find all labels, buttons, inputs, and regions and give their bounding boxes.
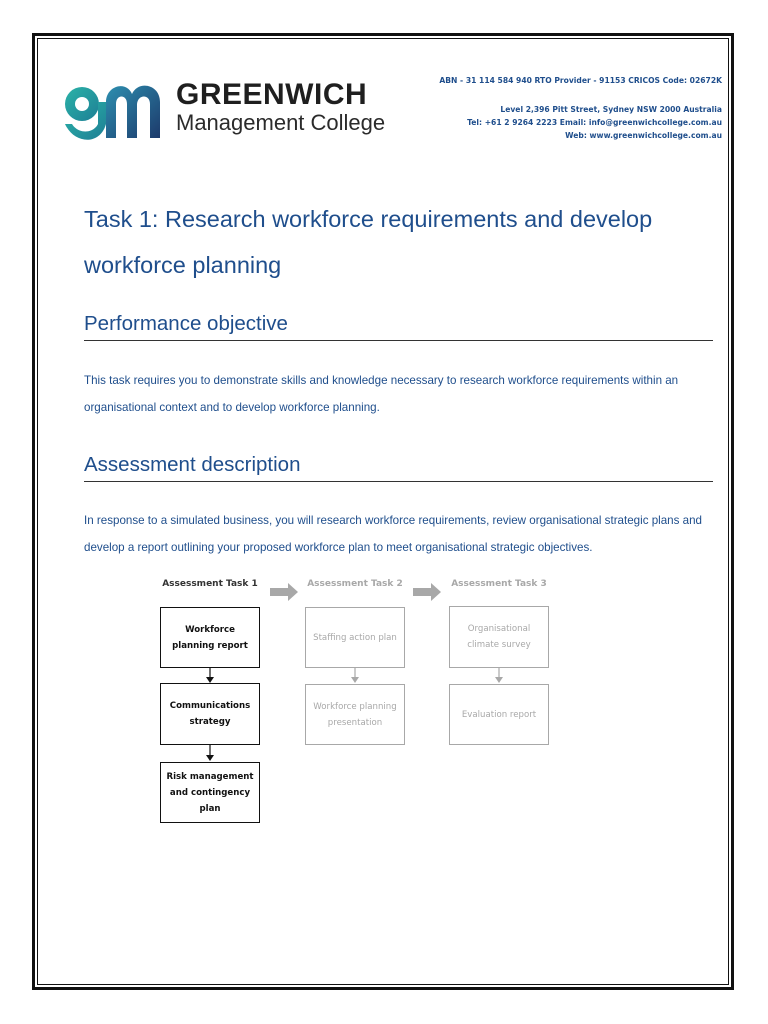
gm-logo-mark-icon (60, 72, 168, 148)
arrow-down-icon (351, 677, 359, 683)
section-heading-performance-objective: Performance objective (84, 312, 713, 341)
column-header-task-1: Assessment Task 1 (162, 579, 258, 589)
phone-email-line: Tel: +61 2 9264 2223 Email: info@greenwichcollege.com.au (467, 118, 722, 127)
step-organisational-climate-survey: Organisational climate survey (449, 606, 549, 668)
section-heading-assessment-description: Assessment description (84, 453, 713, 482)
column-header-task-3: Assessment Task 3 (451, 579, 547, 589)
arrow-task2-to-task3-icon (413, 583, 441, 601)
arrow-down-icon (495, 677, 503, 683)
arrow-down-icon (206, 755, 214, 761)
step-workforce-planning-report: Workforce planning report (160, 607, 260, 668)
page-title: Task 1: Research workforce requirements and develop workforce planning (84, 206, 653, 278)
web-line: Web: www.greenwichcollege.com.au (565, 131, 722, 140)
column-header-task-2: Assessment Task 2 (307, 579, 403, 589)
logo-name: GREENWICH (176, 78, 368, 111)
step-staffing-action-plan: Staffing action plan (305, 607, 405, 668)
section-text-assessment-description: In response to a simulated business, you will research workforce requirements, review organisational strategic plans and develop a report outlining your proposed workforce plan to meet organisational strategic objectives. (84, 514, 702, 554)
college-logo (60, 72, 386, 152)
abn-line: ABN - 31 114 584 940 RTO Provider - 91153 CRICOS Code: 02672K (439, 76, 722, 85)
assessment-flow-diagram (150, 575, 570, 835)
address-line: Level 2,396 Pitt Street, Sydney NSW 2000 Australia (500, 105, 722, 114)
step-evaluation-report: Evaluation report (449, 684, 549, 745)
step-workforce-planning-presentation: Workforce planning presentation (305, 684, 405, 745)
logo-subtitle: Management College (176, 110, 386, 135)
arrow-task1-to-task2-icon (270, 583, 298, 601)
section-text-performance-objective: This task requires you to demonstrate skills and knowledge necessary to research workforce requirements within an organisational context and to develop workforce planning. (84, 374, 679, 414)
contact-block (439, 74, 722, 142)
step-risk-management-plan: Risk management and contingency plan (160, 762, 260, 823)
step-communications-strategy: Communications strategy (160, 683, 260, 745)
